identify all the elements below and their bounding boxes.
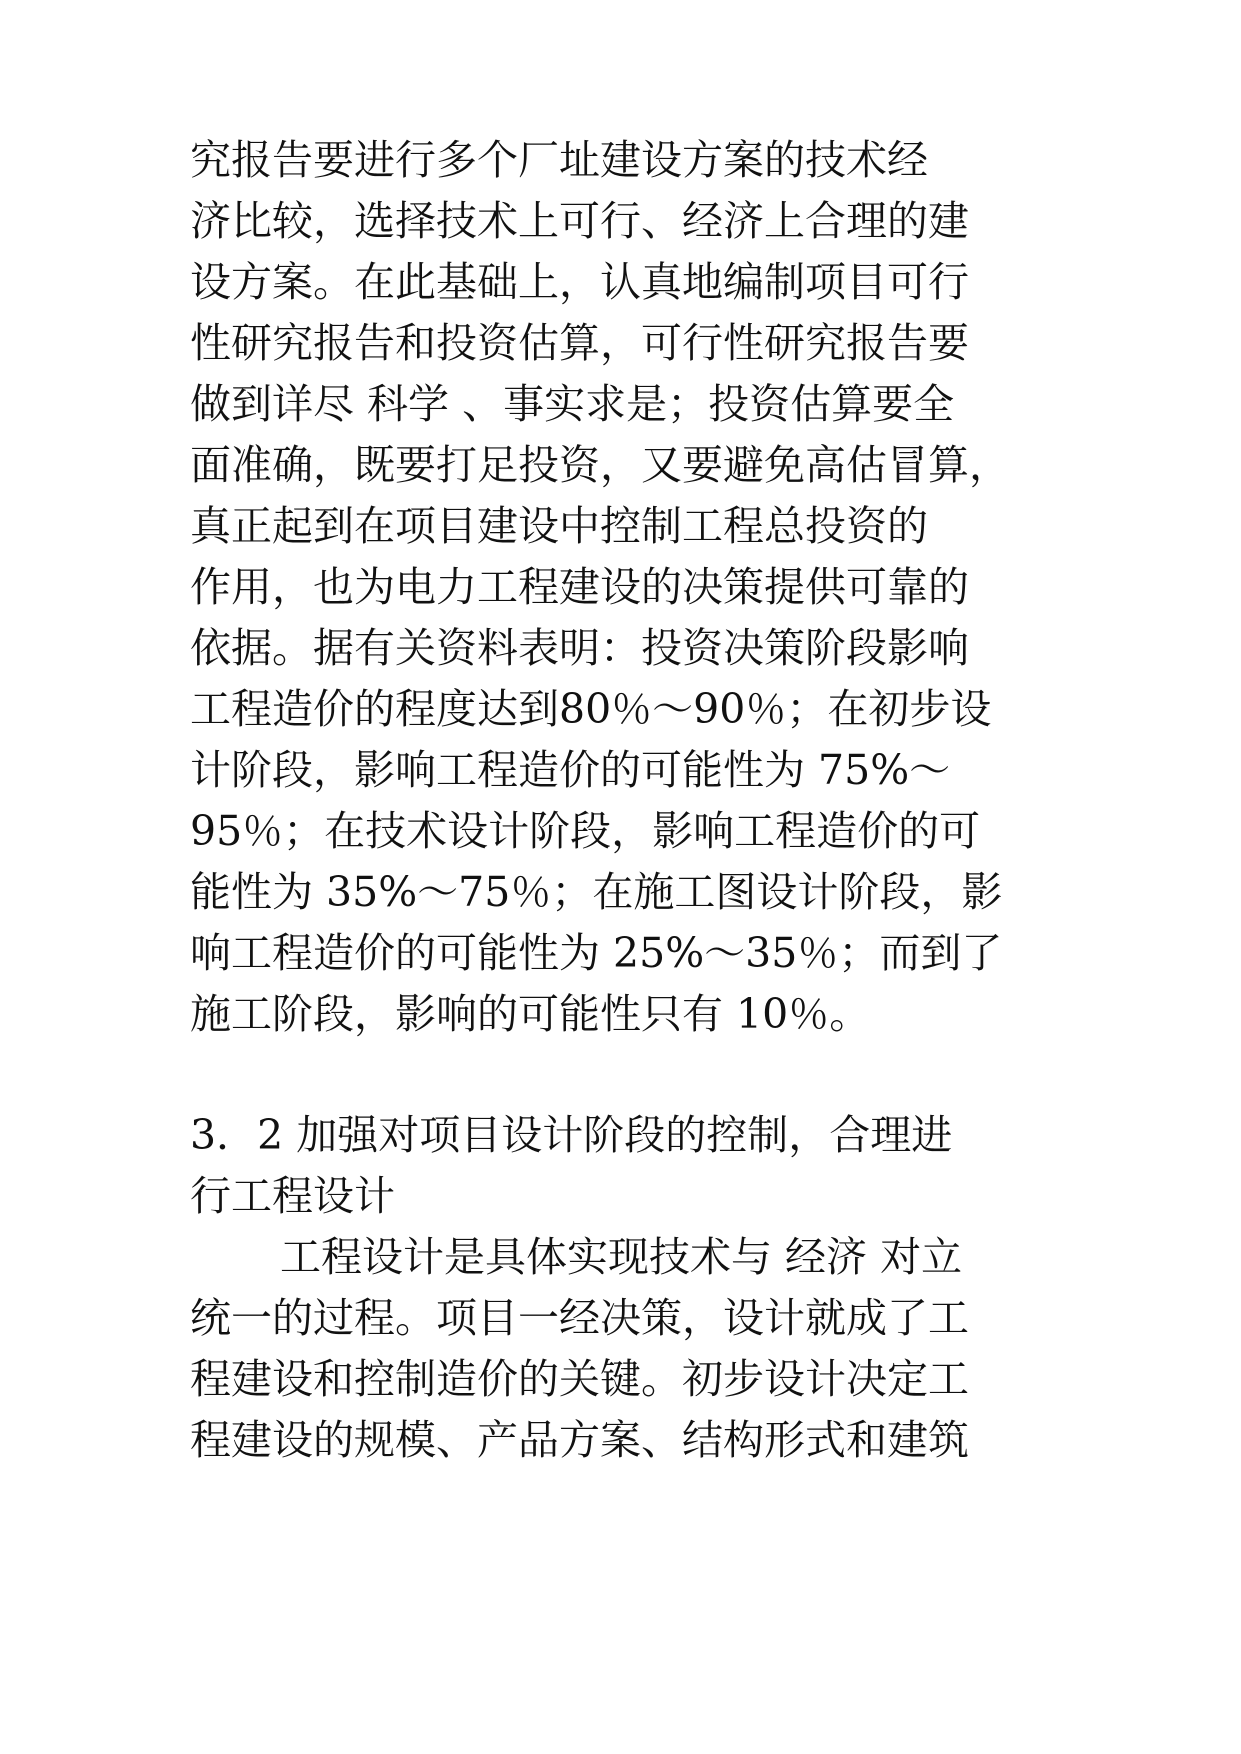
paragraph-line: 做到详尽 科学 、事实求是；投资估算要全 [190, 380, 955, 428]
paragraph-line: 性研究报告和投资估算，可行性研究报告要 [190, 319, 969, 367]
section-heading: 3．2 加强对项目设计阶段的控制，合理进 [190, 1111, 953, 1159]
paragraph-line: 设方案。在此基础上，认真地编制项目可行 [190, 258, 969, 306]
paragraph-line: 工程造价的程度达到80％～90％；在初步设 [190, 685, 992, 733]
paragraph-line: 面准确，既要打足投资，又要避免高估冒算， [190, 441, 1010, 489]
paragraph-line: 95％；在技术设计阶段，影响工程造价的可 [190, 807, 981, 855]
paragraph-line: 施工阶段，影响的可能性只有 10％。 [190, 990, 871, 1038]
paragraph-line: 真正起到在项目建设中控制工程总投资的 [190, 502, 928, 550]
paragraph-line: 统一的过程。项目一经决策，设计就成了工 [190, 1294, 969, 1342]
paragraph-line: 工程设计是具体实现技术与 经济 对立 [280, 1233, 963, 1281]
paragraph-line: 作用，也为电力工程建设的决策提供可靠的 [190, 563, 969, 611]
paragraph-line: 依据。据有关资料表明：投资决策阶段影响 [190, 624, 969, 672]
paragraph-line: 响工程造价的可能性为 25%～35％；而到了 [190, 929, 1003, 977]
paragraph-line: 济比较，选择技术上可行、经济上合理的建 [190, 197, 969, 245]
paragraph-line: 程建设的规模、产品方案、结构形式和建筑 [190, 1416, 969, 1464]
paragraph-line: 程建设和控制造价的关键。初步设计决定工 [190, 1355, 969, 1403]
paragraph-line: 能性为 35%～75％；在施工图设计阶段，影 [190, 868, 1003, 916]
section-heading: 行工程设计 [190, 1172, 395, 1220]
paragraph-line: 计阶段，影响工程造价的可能性为 75%～ [190, 746, 951, 794]
paragraph-line: 究报告要进行多个厂址建设方案的技术经 [190, 136, 928, 184]
